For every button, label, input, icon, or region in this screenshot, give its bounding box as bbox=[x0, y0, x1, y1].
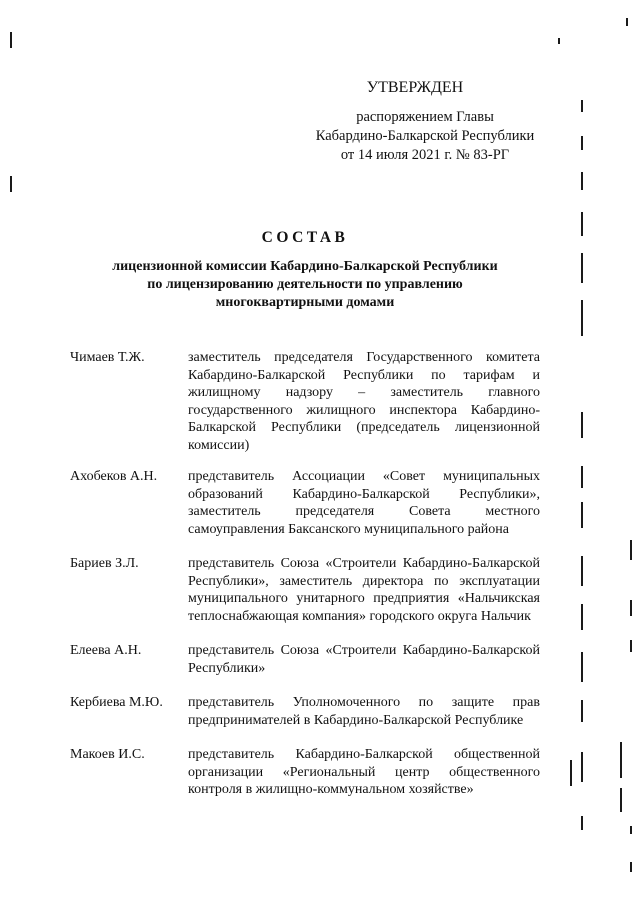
scan-artifact bbox=[620, 742, 622, 778]
region-line: Кабардино-Балкарской Республики bbox=[315, 128, 535, 144]
scan-artifact bbox=[581, 136, 583, 150]
scan-artifact bbox=[581, 253, 583, 283]
approval-block bbox=[305, 108, 545, 165]
scan-artifact bbox=[581, 652, 583, 682]
member-name: Макоев И.С. bbox=[70, 747, 145, 762]
scan-artifact bbox=[626, 18, 628, 26]
member-role: заместитель председателя Государственного комитета Кабардино-Балкарской Республики по тарифам и жилищному надзору – заместитель главного государственного жилищного инспектора Кабардино-Балкарской Республики (председатель лицензионной комиссии) bbox=[188, 350, 540, 453]
scan-artifact bbox=[10, 32, 12, 48]
member-row bbox=[70, 349, 540, 454]
approved-heading: УТВЕРЖДЕН bbox=[366, 79, 464, 96]
member-row bbox=[70, 468, 540, 538]
date-number-line: от 14 июля 2021 г. № 83-РГ bbox=[340, 147, 510, 163]
scan-artifact bbox=[630, 600, 632, 616]
scan-artifact bbox=[581, 100, 583, 112]
scan-artifact bbox=[630, 640, 632, 652]
approved-by-line: распоряжением Главы bbox=[356, 109, 494, 125]
member-row bbox=[70, 694, 540, 729]
member-row bbox=[70, 555, 540, 625]
member-role: представитель Уполномоченного по защите прав предпринимателей в Кабардино-Балкарской Республике bbox=[188, 695, 540, 728]
scan-artifact bbox=[581, 300, 583, 336]
members-list bbox=[70, 349, 540, 799]
scan-artifact bbox=[581, 604, 583, 630]
scan-artifact bbox=[630, 540, 632, 560]
scan-artifact bbox=[581, 752, 583, 782]
scan-artifact bbox=[581, 816, 583, 830]
subtitle-line-2: по лицензированию деятельности по управлению bbox=[147, 277, 463, 292]
member-name: Бариев З.Л. bbox=[70, 556, 139, 571]
member-row bbox=[70, 746, 540, 799]
scan-artifact bbox=[570, 760, 572, 786]
scan-artifact bbox=[581, 700, 583, 722]
member-role: представитель Кабардино-Балкарской общественной организации «Региональный центр общественного контроля в жилищно-коммунальном хозяйстве» bbox=[188, 747, 540, 797]
subtitle-line-1: лицензионной комиссии Кабардино-Балкарской Республики bbox=[112, 259, 498, 274]
scan-artifact bbox=[581, 412, 583, 438]
scan-artifact bbox=[581, 212, 583, 236]
member-role: представитель Союза «Строители Кабардино-Балкарской Республики», заместитель директора по эксплуатации муниципального унитарного предприятия «Нальчикская теплоснабжающая компания» городского округа Нальчик bbox=[188, 556, 540, 624]
scan-artifact bbox=[630, 826, 632, 834]
scan-artifact bbox=[630, 862, 632, 872]
document-subtitle bbox=[80, 258, 530, 312]
member-role: представитель Ассоциации «Совет муниципальных образований Кабардино-Балкарской Республики», заместитель председателя Совета местного самоуправления Баксанского муниципального района bbox=[188, 469, 540, 537]
scan-artifact bbox=[581, 502, 583, 528]
scan-artifact bbox=[581, 556, 583, 586]
member-name: Елеева А.Н. bbox=[70, 643, 142, 658]
subtitle-line-3: многоквартирными домами bbox=[215, 295, 395, 310]
member-row bbox=[70, 642, 540, 677]
scan-artifact bbox=[10, 176, 12, 192]
scan-artifact bbox=[558, 38, 560, 44]
member-role: представитель Союза «Строители Кабардино-Балкарской Республики» bbox=[188, 643, 540, 676]
document-title: СОСТАВ bbox=[261, 229, 349, 246]
member-name: Ахобеков А.Н. bbox=[70, 469, 158, 484]
scan-artifact bbox=[581, 466, 583, 488]
scan-artifact bbox=[581, 172, 583, 190]
member-name: Кербиева М.Ю. bbox=[70, 695, 163, 710]
member-name: Чимаев Т.Ж. bbox=[70, 350, 145, 365]
scan-artifact bbox=[620, 788, 622, 812]
